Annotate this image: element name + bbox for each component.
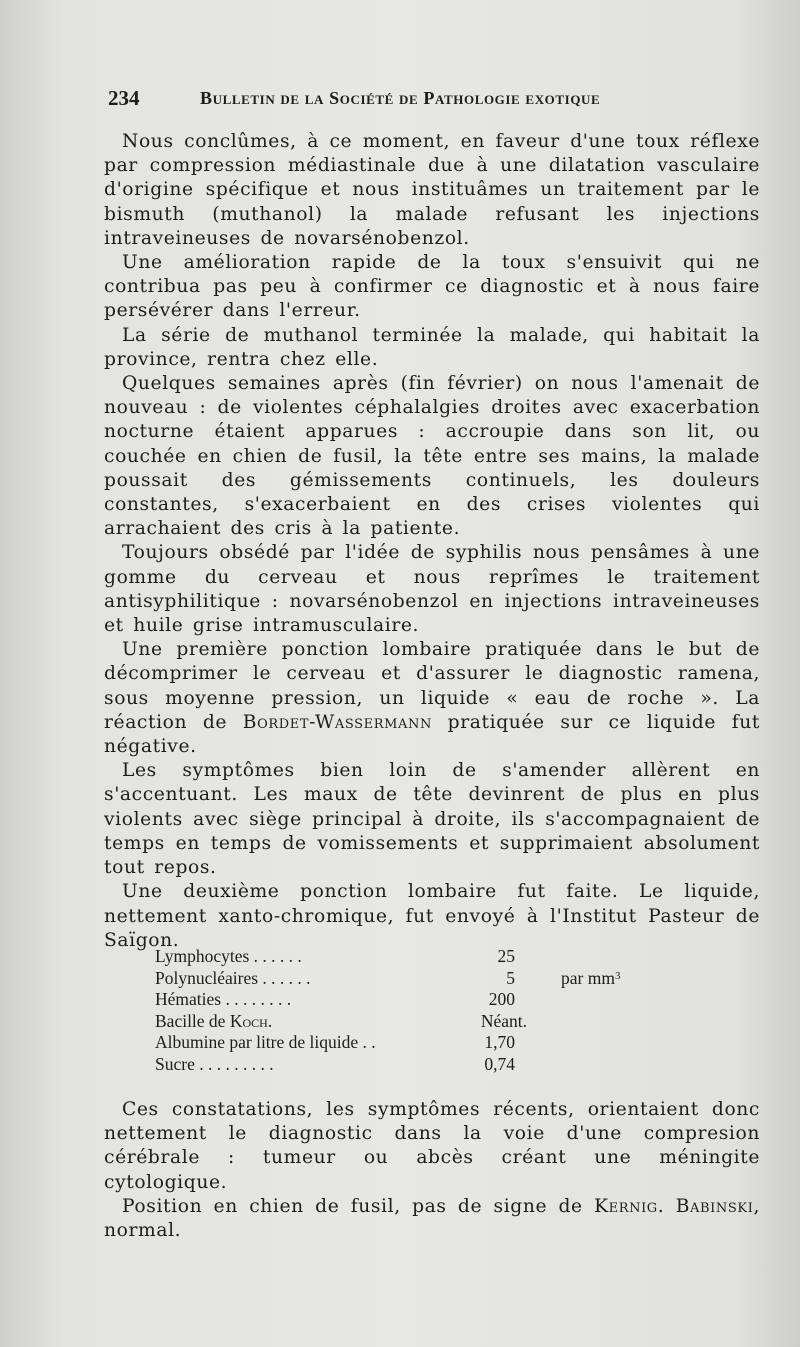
paragraph	[104, 638, 760, 759]
paragraph-text: Une première ponction lombaire pratiquée dans le but de décomprimer le cerveau et d'assurer le diagnostic ramena, sous moyenne pression, un liquide « eau de roche ». La réaction de	[104, 639, 760, 733]
conclusion-text	[104, 1098, 760, 1243]
lab-unit-exponent: 3	[614, 969, 621, 982]
lab-row	[155, 946, 675, 968]
paragraph: Nous conclûmes, à ce moment, en faveur d'une toux réflexe par compression médiastinale due à une dilatation vasculaire d'origine spécifique et nous instituâmes un traitement par le bismuth (muthanol) la malade refusant les injections intraveineuses de novarsénobenzol.	[104, 131, 760, 249]
paragraph-text: Position en chien de fusil, pas de signe de	[122, 1195, 595, 1217]
lab-unit-text: par mm	[561, 967, 615, 988]
lab-value: 200	[488, 989, 515, 1009]
paragraph: La série de muthanol terminée la malade, qui habitait la province, rentra chez elle.	[104, 324, 760, 370]
separator: .	[657, 1195, 676, 1217]
paragraph-text: pratiquée sur ce liquide fut négative.	[104, 711, 760, 758]
author-name-koch: Koch	[229, 1010, 268, 1031]
lab-label-text: Bacille de	[155, 1010, 230, 1031]
paragraph: Ces constatations, les symptômes récents, orientaient donc nettement le diagnostic dans la voie d'une compresion cérébrale : tumeur ou abcès créant une méningite cytologique.	[104, 1099, 760, 1193]
lab-label: Lymphocytes . . . . . .	[155, 946, 302, 966]
body-text	[104, 130, 760, 953]
lab-unit	[561, 968, 620, 990]
paragraph	[104, 1195, 760, 1243]
lab-row	[155, 1011, 675, 1033]
paragraph: Les symptômes bien loin de s'amender allèrent en s'accentuant. Les maux de tête devinrent de plus en plus violents avec siège principal à droite, ils s'accompagnaient de temps en temps de vomissements et supprimaient absolument tout repos.	[104, 760, 760, 879]
lab-label: Albumine par litre de liquide . .	[155, 1032, 376, 1052]
lab-row	[155, 1032, 675, 1054]
paragraph: Toujours obsédé par l'idée de syphilis nous pensâmes à une gomme du cerveau et nous reprîmes le traitement antisyphilitique : novarsénobenzol en injections intraveineuses et huile grise intramusculaire.	[104, 542, 760, 637]
lab-value: 25	[497, 946, 515, 966]
lab-label: Hématies . . . . . . . .	[155, 989, 292, 1009]
paragraph: Une amélioration rapide de la toux s'ensuivit qui ne contribua pas peu à confirmer ce diagnostic et à nous faire persévérer dans l'erreur.	[104, 252, 760, 322]
lab-label-end: .	[267, 1010, 273, 1031]
lab-value: 1,70	[484, 1032, 515, 1052]
lab-value: 0,74	[484, 1053, 515, 1074]
author-name-kernig: Kernig	[594, 1195, 658, 1217]
lab-label: Sucre . . . . . . . . .	[155, 1053, 274, 1074]
running-title: Bulletin de la Société de Pathologie exotique	[200, 88, 601, 108]
lab-value: Néant.	[480, 1010, 527, 1031]
lab-row	[155, 1054, 675, 1076]
paragraph-text: , normal.	[104, 1195, 760, 1242]
author-name-bordet-wassermann: Bordet-Wassermann	[242, 711, 432, 733]
page-header	[108, 86, 758, 114]
lab-results-table	[155, 946, 675, 1075]
lab-row	[155, 989, 675, 1011]
paragraph: Quelques semaines après (fin février) on nous l'amenait de nouveau : de violentes céphalalgies droites avec exacerbation nocturne étaient apparues : accroupie dans son lit, ou couchée en chien de fusil, la tête entre ses mains, la malade poussait des gémissements continuels, les douleurs constantes, s'exacerbaient en des crises violentes qui arrachaient des cris à la patiente.	[104, 373, 760, 540]
author-name-babinski: Babinski	[675, 1195, 754, 1217]
lab-label	[155, 1011, 272, 1033]
lab-row	[155, 968, 675, 990]
lab-value: 5	[506, 967, 515, 988]
paragraph: Une deuxième ponction lombaire fut faite. Le liquide, nettement xanto-chromique, fut envoyé à l'Institut Pasteur de Saïgon.	[104, 881, 760, 951]
page-number: 234	[108, 86, 140, 110]
lab-label: Polynucléaires . . . . . .	[155, 967, 311, 988]
